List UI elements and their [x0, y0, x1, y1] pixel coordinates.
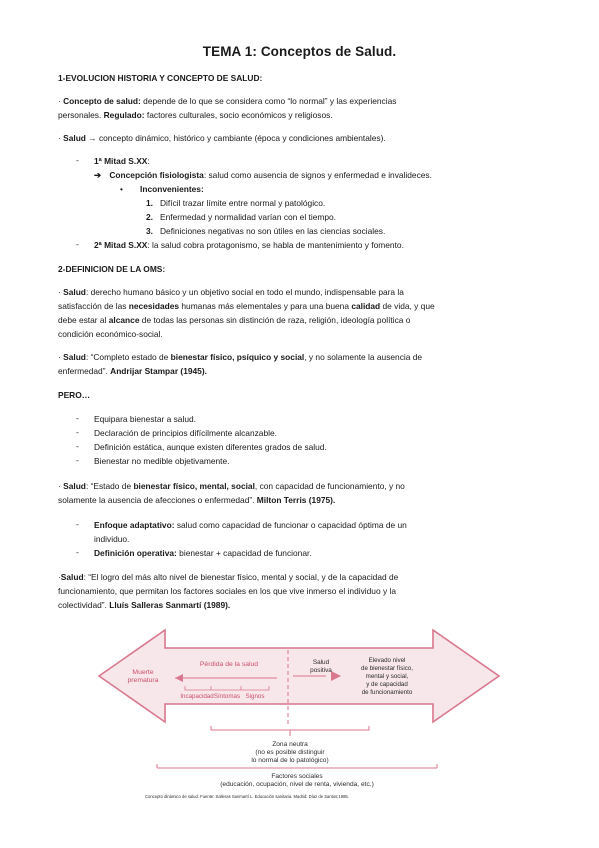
definicion-operativa-item: Definición operativa: bienestar + capacidad de funcionar. [94, 548, 312, 558]
list-number: 3. [146, 226, 153, 236]
list-dash: - [76, 519, 79, 529]
zona-label: lo normal de lo patológico) [251, 757, 329, 764]
salleras-paragraph-line3: colectividad”. Lluís Salleras Sanmartí (1989). [58, 600, 231, 610]
page-title: TEMA 1: Conceptos de Salud. [202, 44, 397, 59]
enfoque-adaptativo-line2: individuo. [94, 534, 130, 544]
list-item: Definiciones negativas no son útiles en las ciencias sociales. [160, 226, 386, 236]
list-number: 2. [146, 212, 153, 222]
elevado-label: y de capacidad [366, 681, 408, 688]
list-number: 1. [146, 198, 153, 208]
terris-paragraph-line2: solamente la ausencia de afecciones o enfermedad”. Milton Terris (1975). [58, 495, 336, 505]
oms-paragraph-line4: condición económico-social. [58, 329, 163, 339]
salud-positiva-label: Salud [312, 659, 330, 666]
signos-label: Signos [245, 693, 265, 700]
arrow-icon: ➔ [94, 170, 102, 180]
sintomas-label: Síntomas [213, 693, 241, 700]
list-dash: - [76, 547, 79, 557]
elevado-label: de funcionamiento [361, 689, 413, 696]
section-2-heading: 2-DEFINICION DE LA OMS: [58, 264, 166, 274]
oms-paragraph-line1: · Salud: derecho humano básico y un objetivo social en todo el mundo, indispensable para la [58, 287, 404, 297]
salud-dinamico-paragraph: · Salud → concepto dinámico, histórico y cambiante (época y condiciones ambientales). [58, 133, 386, 143]
elevado-label: de bienestar físico, [361, 665, 413, 672]
elevado-label: Elevado nivel [368, 657, 406, 664]
bullet-dot-icon: • [120, 184, 123, 194]
zona-label: (no es posible distinguir [255, 749, 325, 756]
zona-bracket [211, 726, 369, 736]
pero-item: Definición estática, aunque existen diferentes grados de salud. [94, 442, 327, 452]
oms-paragraph-line3: debe estar al alcance de todas las personas sin distinción de raza, religión, ideología política o [58, 315, 411, 325]
concepto-paragraph-line2: personales. Regulado: factores culturales, socio económicos y religiosos. [58, 110, 333, 120]
list-dash: - [76, 413, 79, 423]
figure-caption: Concepto dinámico de salud. Fuente: Salleras Sanmartí L. Educación sanitaria. Madrid: Díaz de Santos;1985. [145, 794, 349, 799]
inconvenientes-label: Inconvenientes: [140, 184, 204, 194]
figure-svg [91, 626, 507, 806]
elevado-label: mental y social, [365, 673, 409, 680]
salleras-paragraph-line2: funcionamiento, que permitan los factores sociales en los que vive inmerso el individuo y la [58, 586, 396, 596]
concepto-paragraph-line1: · Concepto de salud: depende de lo que se considera como “lo normal” y las experiencias [58, 96, 397, 106]
factores-bracket-ends [157, 764, 437, 768]
list-dash: - [76, 427, 79, 437]
incapacidad-label: Incapacidad [180, 693, 214, 700]
salud-positiva-label: positiva [310, 667, 332, 674]
salud-dinamica-figure [91, 626, 507, 806]
pero-item: Bienestar no medible objetivamente. [94, 456, 230, 466]
enfoque-adaptativo-item: Enfoque adaptativo: salud como capacidad de funcionar o capacidad óptima de un [94, 520, 407, 530]
factores-label: Factores sociales [271, 773, 323, 780]
list-item: Difícil trazar límite entre normal y patológico. [160, 198, 326, 208]
list-dash: - [76, 239, 79, 249]
factores-label: (educación, ocupación, nivel de renta, vivienda, etc.) [220, 781, 374, 788]
muerte-label: prematura [127, 677, 159, 684]
zona-label: Zona neutra [272, 741, 308, 748]
list-dash: - [76, 155, 79, 165]
list-item: Enfermedad y normalidad varían con el tiempo. [160, 212, 336, 222]
pero-item: Declaración de principios difícilmente alcanzable. [94, 428, 277, 438]
muerte-label: Muerte [132, 669, 154, 676]
concepcion-fisiologista-item: ➔ Concepción fisiologista: salud como ausencia de signos y enfermedad e invalideces. [94, 170, 432, 180]
stampar-paragraph-line1: · Salud: “Completo estado de bienestar físico, psíquico y social, y no solamente la ausencia de [58, 352, 423, 362]
oms-paragraph-line2: satisfacción de las necesidades humanas más elementales y para una buena calidad de vida, y que [58, 301, 435, 311]
list-dash: - [76, 455, 79, 465]
list-dash: - [76, 441, 79, 451]
mitad-2-item: 2ª Mitad S.XX: la salud cobra protagonismo, se habla de mantenimiento y fomento. [94, 240, 404, 250]
perdida-label: Pérdida de la salud [199, 661, 259, 668]
section-1-heading: 1-EVOLUCION HISTORIA Y CONCEPTO DE SALUD: [58, 73, 263, 83]
stampar-paragraph-line2: enfermedad”. Andrijar Stampar (1945). [58, 366, 207, 376]
mitad-1-item: 1ª Mitad S.XX: [94, 156, 150, 166]
pero-item: Equipara bienestar a salud. [94, 414, 196, 424]
salleras-paragraph-line1: ·Salud: “El logro del más alto nivel de bienestar físico, mental y social, y de la capacidad de [58, 572, 399, 582]
terris-paragraph-line1: · Salud: “Estado de bienestar físico, mental, social, con capacidad de funcionamiento, y no [58, 481, 405, 491]
pero-label: PERO… [58, 390, 91, 400]
